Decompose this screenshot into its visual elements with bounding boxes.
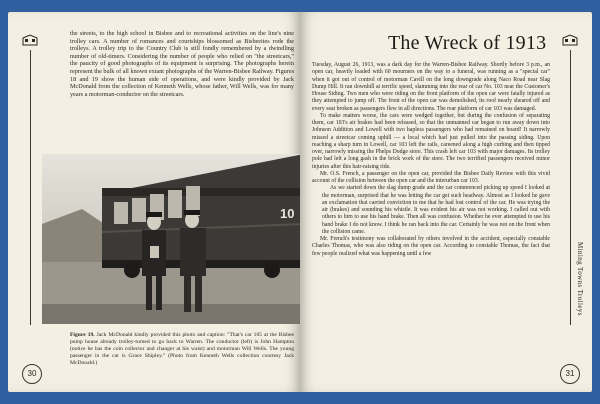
page-number-right: 31 [560,364,580,384]
historic-photo [42,154,300,324]
page-number-left: 30 [22,364,42,384]
caption-text: Jack McDonald kindly provided this photo and caption: "That's car 105 at the Bisbee pump house already trolley-turned to go back to Warren. The conductor (left) is John Hampton (notice he has the coin collector and changer at his waist) and motorman Will Wells. The young passenger in the car is Grace Shipley." (Photo from Kenneth Wells collection courtesy Jack McDonald.) [70,332,294,366]
car-number-text: 10 [280,206,295,221]
trolley-emblem-icon [22,34,38,46]
left-margin-rule [30,50,31,325]
right-page [300,12,592,392]
paragraph-2: To make matters worse, the cars were wedged together, but during the confusion of separating them, car 103's air brakes had been released, so that the unmanned car began to run away down into Johnson Addition and Lowell with two hapless passengers who had remained on board! It narrowly missed a streetcar coming uphill — a local which had just pulled into the passing siding. Upon reaching a sharp turn in Lowell, car 103 left the rails, careened along a high curbing and then tipped over, narrowly missing the Phelps Dodge store. This crash left car 103 with major damages. Its trolley pole had left a long gash in the brick work of the store. The two terrified passengers received minor injuries after this hair-raising ride. [312,112,550,170]
running-head: Mining Towns Trolleys [576,242,584,316]
chapter-title: The Wreck of 1913 [388,32,547,54]
caption-label: Figure 19. [70,332,95,338]
right-body-text [312,62,550,258]
paragraph-5: Mr. French's testimony was collaborated by others involved in the accident, especially constable Charles Thomas, who was also riding on the open car. According to constable Thomas, the fact that few people realized what was happening until a few [312,236,550,257]
left-paragraph: the streets, to the high school in Bisbee and to recreational activities on the line's nine trolley cars. A number of romances and courtships blossomed as Bisbeeites rode the trolleys. A trolley trip to the Country Club is still fondly remembered by a dwindling number of old-timers. Considering the number of people who relied on "the streetcars," the paucity of good photographs of its equipment is surprising. The photographs herein represent the bulk of all known extant photographs of the Warren-Bisbee Railway. Figures 18 and 19 show the human side of operations, and were kindly provided by Jack McDonald from the collection of Kenneth Wells, whose father, Will Wells, was for many years a motorman-conductor on the streetcars. [70,30,294,98]
trolley-emblem-icon [562,34,578,46]
paragraph-3: Mr. O.S. French, a passenger on the open car, provided the Bisbee Daily Review with this vivid account of the collision between the open car and the interurban car 103. [312,170,550,184]
quote-paragraph: As we started down the slag dump grade and the car commenced picking up speed I looked at the motorman, surprised that he was letting the car get such headway. Almost as I looked he gave an exclamation that carried conviction to me that he had lost control of the car. He was trying the air (brakes) and sounding his whistle. It was evident his air was not working. I called out with others to him to use his hand brake. Then all was confusion. Whether he ever attempted to use his hand brake I do not know. I think he ran back into the car. Certainly he was not on the front when the collision came. [322,185,550,235]
left-page [8,12,300,392]
figure-caption [70,332,294,367]
paragraph-1: Tuesday, August 26, 1913, was a dark day for the Warren-Bisbee Railway. Shortly before 3 p.m., an open car, heavily loaded with 60 mourners on the way to a funeral, was running as a "special car" when it got out of control of motorman Cavill on the long downgrade along Naco Road near Slag Dump Hill. It ran downhill at terrific speed, slamming into the rear of car No. 103 near the Customer's House Siding. Two men who were riding on the front platform of the open car were fatally injured as they attempted to jump off. The front of the open car was demolished, its roof nearly sheared off and every seat broken as passengers flew in all directions. The rear platform of car 103 was damaged. [312,62,550,112]
right-margin-rule [570,50,571,325]
left-body-text [70,30,294,98]
